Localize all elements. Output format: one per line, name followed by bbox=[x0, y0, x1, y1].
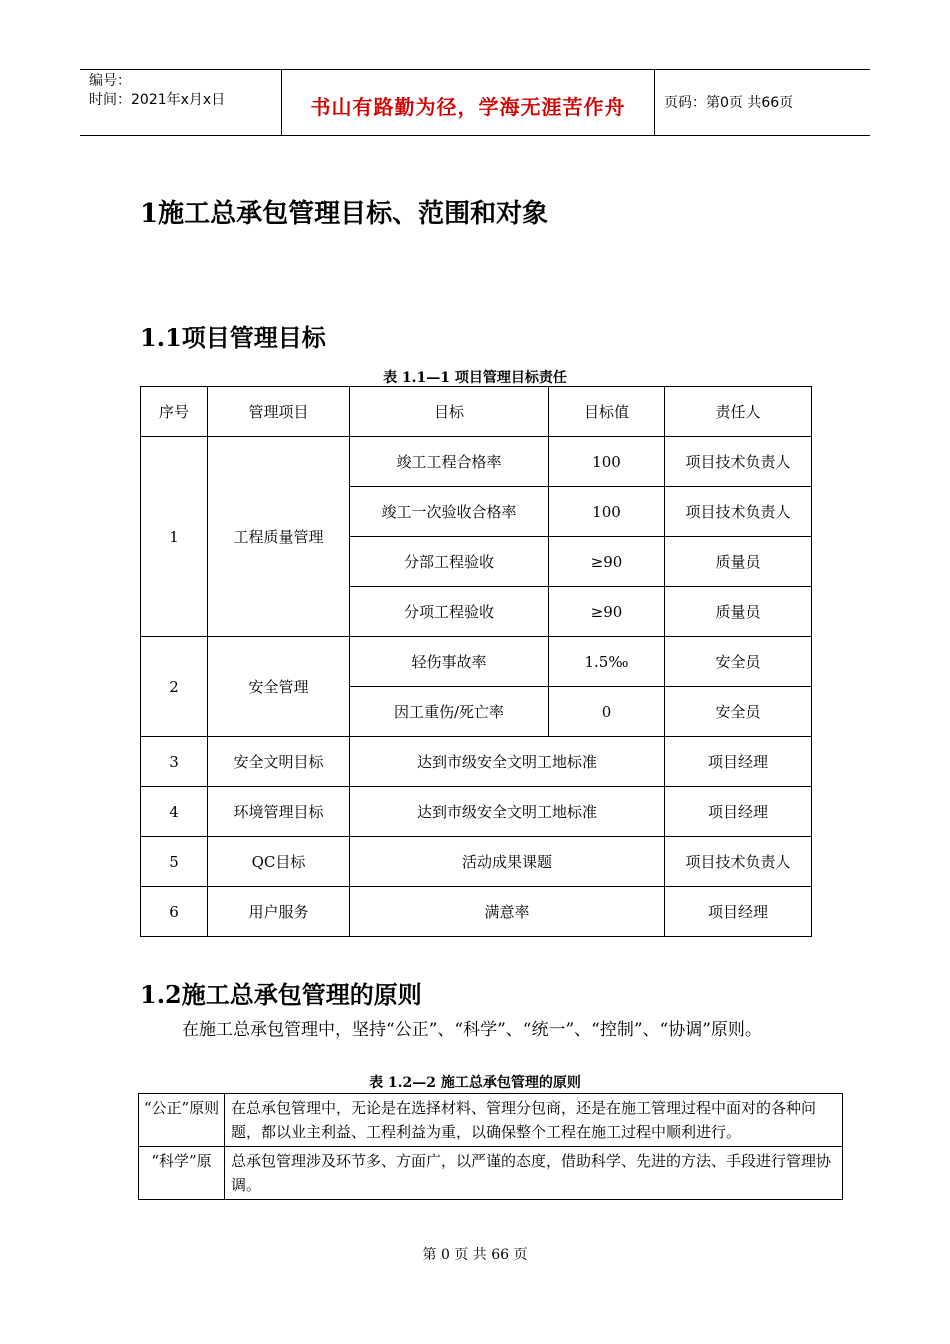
management-item: 安全文明目标 bbox=[208, 737, 350, 787]
goal-cell: 轻伤事故率 bbox=[350, 637, 549, 687]
goal-cell: 达到市级安全文明工地标准 bbox=[350, 737, 665, 787]
header-bottom-rule bbox=[80, 135, 870, 136]
owner-cell: 质量员 bbox=[665, 587, 812, 637]
column-header: 管理项目 bbox=[208, 387, 350, 437]
goal-value-cell: 0 bbox=[549, 687, 665, 737]
management-item: 工程质量管理 bbox=[208, 437, 350, 637]
owner-cell: 项目技术负责人 bbox=[665, 487, 812, 537]
owner-cell: 项目经理 bbox=[665, 887, 812, 937]
table-row bbox=[141, 737, 812, 787]
principle-description: 总承包管理涉及环节多、方面广，以严谨的态度，借助科学、先进的方法、手段进行管理协调。 bbox=[225, 1147, 843, 1200]
principle-label: “科学”原 bbox=[139, 1147, 225, 1200]
management-goals-table bbox=[140, 386, 812, 937]
management-item: 安全管理 bbox=[208, 637, 350, 737]
principle-label: “公正”原则 bbox=[139, 1094, 225, 1147]
table-caption-2: 表 1.2—2 施工总承包管理的原则 bbox=[369, 1075, 581, 1091]
section-heading-1-2: 1.2施工总承包管理的原则 bbox=[140, 980, 422, 1009]
principle-description: 在总承包管理中，无论是在选择材料、管理分包商，还是在施工管理过程中面对的各种问题，都以业主利益、工程利益为重，以确保整个工程在施工过程中顺利进行。 bbox=[225, 1094, 843, 1147]
goal-cell: 分项工程验收 bbox=[350, 587, 549, 637]
header-page-info: 页码：第0页 共66页 bbox=[664, 95, 794, 111]
goal-value-cell: 100 bbox=[549, 487, 665, 537]
column-header: 序号 bbox=[141, 387, 208, 437]
section-heading-1-1: 1.1项目管理目标 bbox=[140, 323, 326, 352]
goal-value-cell: ≥90 bbox=[549, 537, 665, 587]
goal-cell: 分部工程验收 bbox=[350, 537, 549, 587]
row-number: 1 bbox=[141, 437, 208, 637]
table-row bbox=[141, 787, 812, 837]
management-item: 环境管理目标 bbox=[208, 787, 350, 837]
header-top-rule bbox=[80, 69, 870, 70]
management-item: 用户服务 bbox=[208, 887, 350, 937]
table-row bbox=[141, 637, 812, 687]
table-row bbox=[139, 1094, 843, 1147]
document-title: 1施工总承包管理目标、范围和对象 bbox=[140, 199, 549, 229]
goal-cell: 竣工一次验收合格率 bbox=[350, 487, 549, 537]
goal-cell: 达到市级安全文明工地标准 bbox=[350, 787, 665, 837]
column-header: 目标 bbox=[350, 387, 549, 437]
row-number: 3 bbox=[141, 737, 208, 787]
table-row bbox=[141, 887, 812, 937]
table-row bbox=[141, 837, 812, 887]
table-row bbox=[139, 1147, 843, 1200]
goal-cell: 竣工工程合格率 bbox=[350, 437, 549, 487]
owner-cell: 安全员 bbox=[665, 637, 812, 687]
management-item: QC目标 bbox=[208, 837, 350, 887]
owner-cell: 质量员 bbox=[665, 537, 812, 587]
document-number-label: 编号： bbox=[89, 73, 131, 89]
document-date-label: 时间：2021年x月x日 bbox=[89, 92, 226, 108]
page-footer: 第 0 页 共 66 页 bbox=[422, 1247, 528, 1263]
body-paragraph: 在施工总承包管理中，坚持“公正”、“科学”、“统一”、“控制”、“协调”原则。 bbox=[182, 1020, 762, 1040]
principles-table bbox=[138, 1093, 843, 1200]
table-caption-1: 表 1.1—1 项目管理目标责任 bbox=[383, 370, 567, 386]
owner-cell: 项目技术负责人 bbox=[665, 837, 812, 887]
goal-value-cell: 100 bbox=[549, 437, 665, 487]
row-number: 6 bbox=[141, 887, 208, 937]
goal-cell: 因工重伤/死亡率 bbox=[350, 687, 549, 737]
table-row bbox=[141, 437, 812, 487]
table-header-row bbox=[141, 387, 812, 437]
column-header: 责任人 bbox=[665, 387, 812, 437]
goal-cell: 活动成果课题 bbox=[350, 837, 665, 887]
owner-cell: 安全员 bbox=[665, 687, 812, 737]
goal-value-cell: ≥90 bbox=[549, 587, 665, 637]
owner-cell: 项目经理 bbox=[665, 787, 812, 837]
goal-value-cell: 1.5‰ bbox=[549, 637, 665, 687]
owner-cell: 项目经理 bbox=[665, 737, 812, 787]
row-number: 5 bbox=[141, 837, 208, 887]
owner-cell: 项目技术负责人 bbox=[665, 437, 812, 487]
row-number: 2 bbox=[141, 637, 208, 737]
row-number: 4 bbox=[141, 787, 208, 837]
header-divider bbox=[654, 69, 655, 135]
header-motto: 书山有路勤为径，学海无涯苦作舟 bbox=[310, 95, 626, 119]
goal-cell: 满意率 bbox=[350, 887, 665, 937]
column-header: 目标值 bbox=[549, 387, 665, 437]
